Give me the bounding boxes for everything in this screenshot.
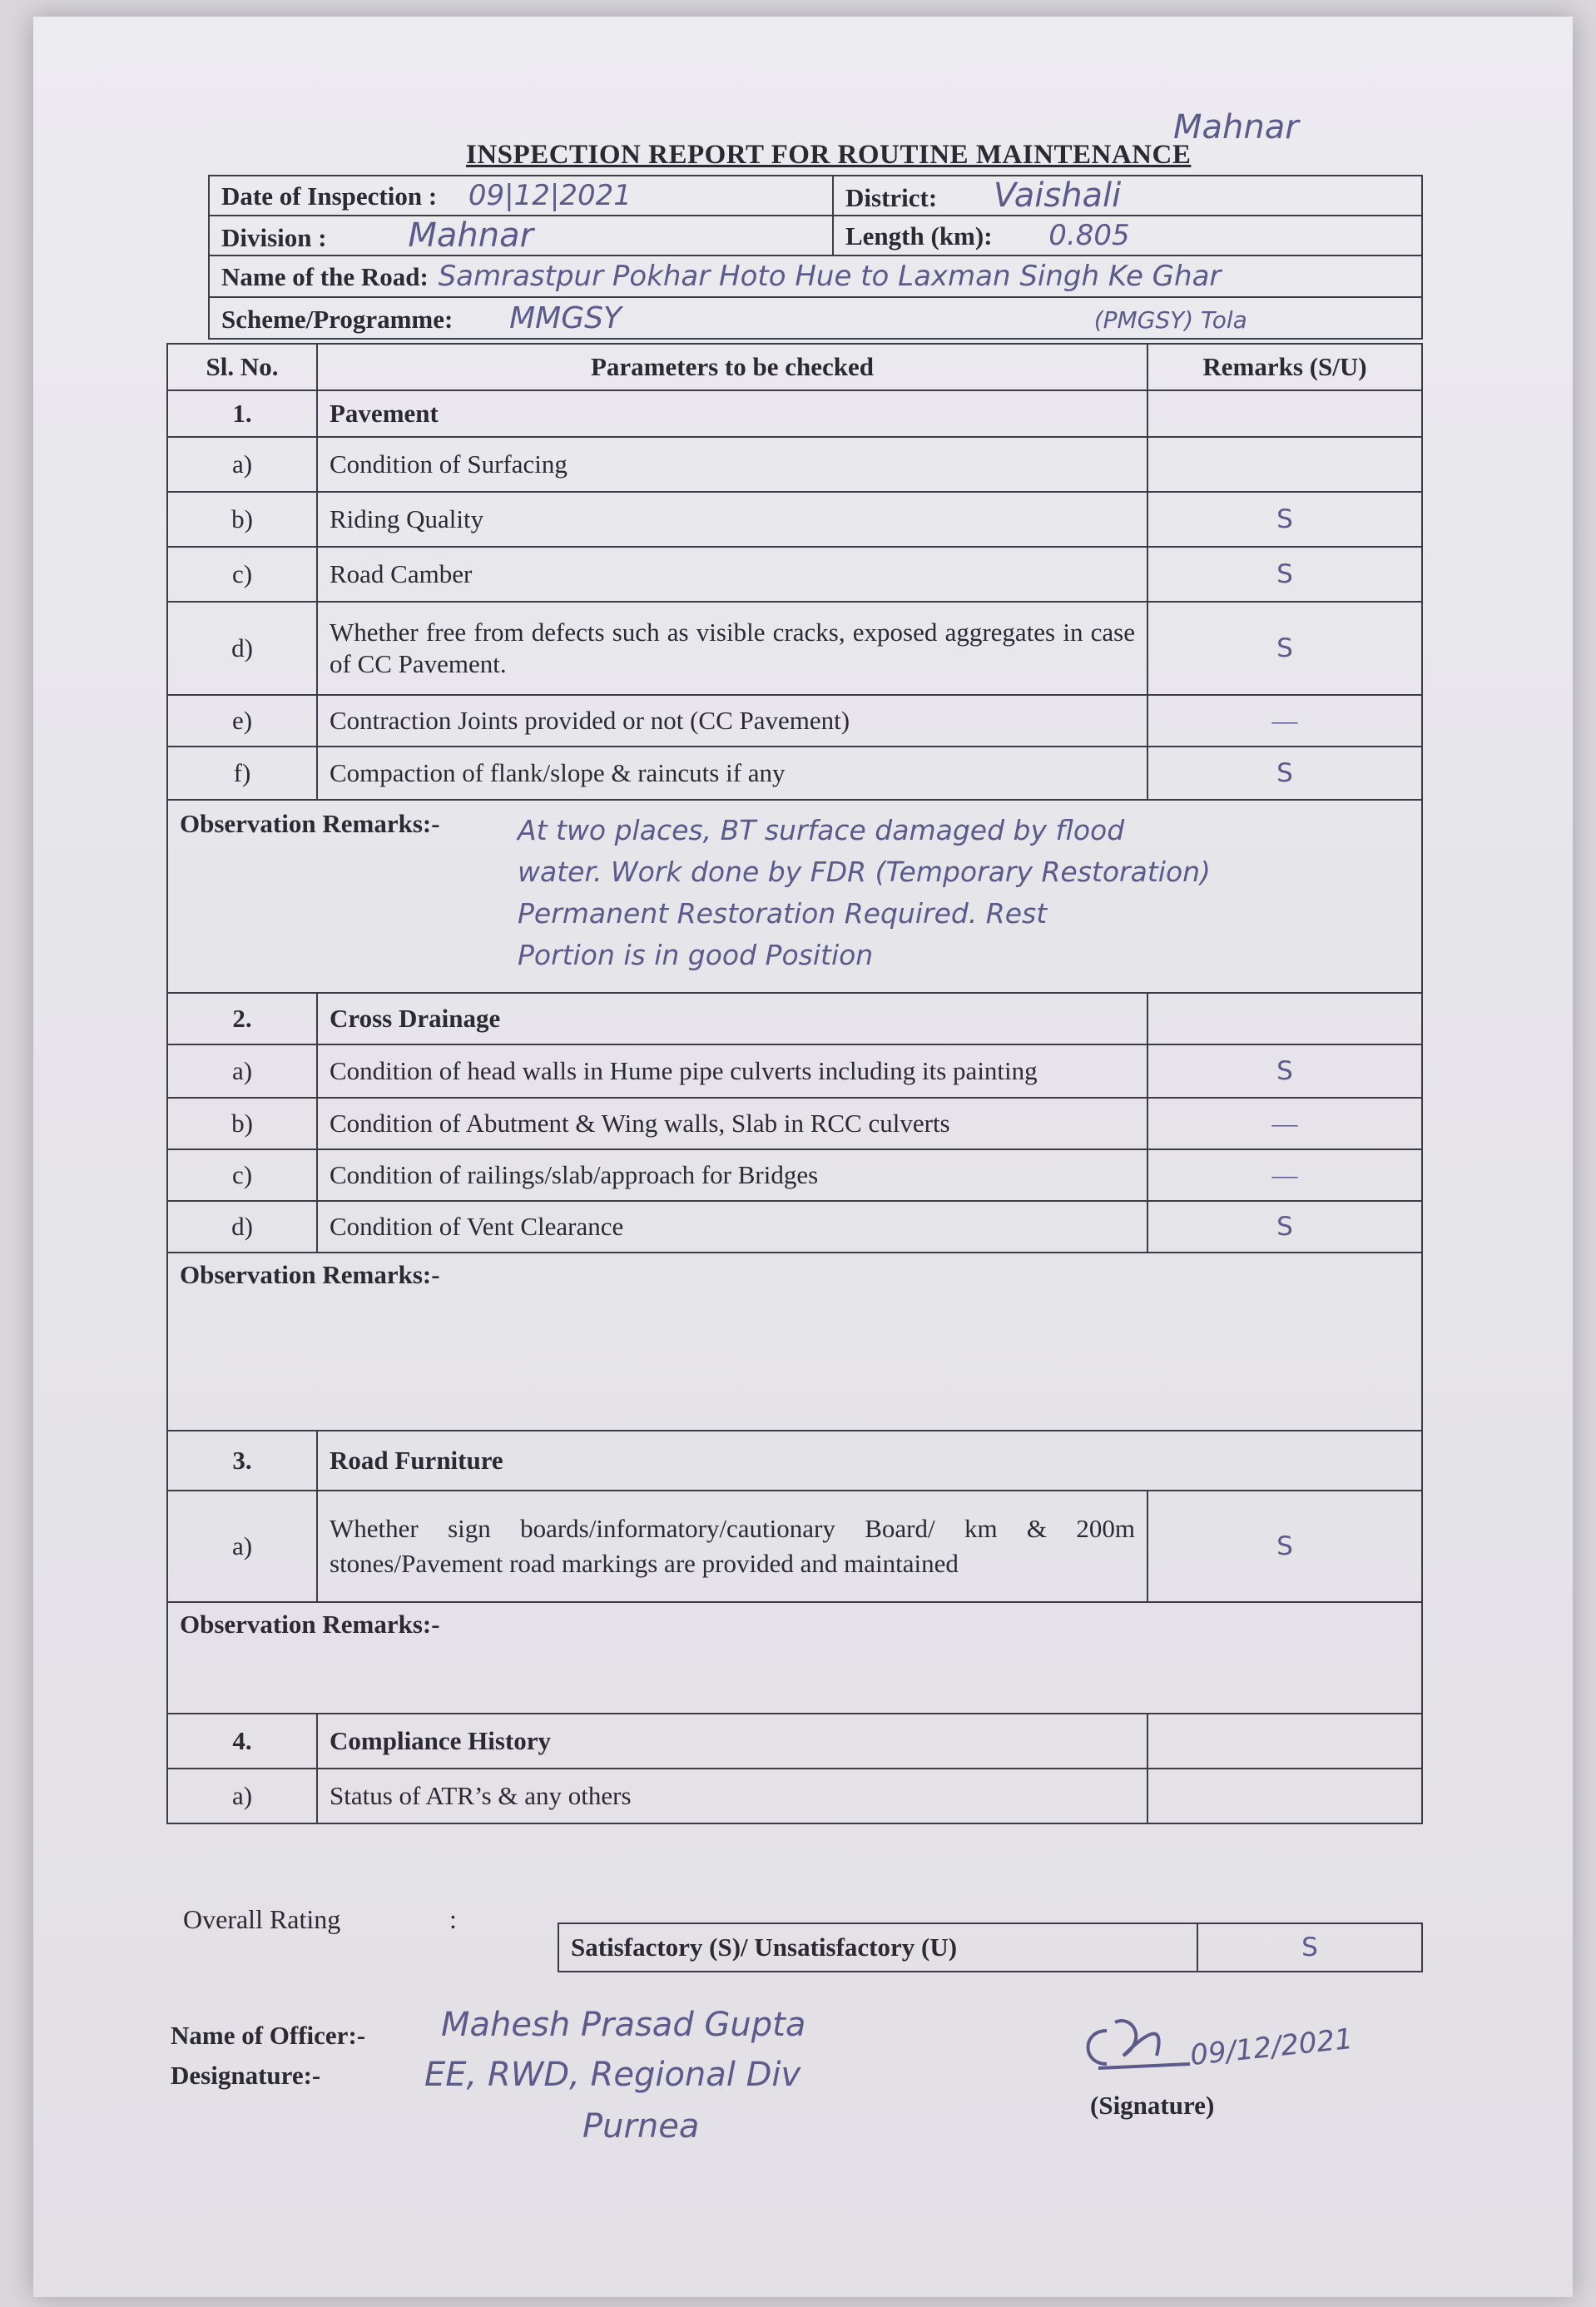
scheme-cell bbox=[209, 297, 1422, 339]
section-remark-empty bbox=[1147, 390, 1422, 437]
officer-name-value: Mahesh Prasad Gupta bbox=[441, 2006, 806, 2044]
designation-value-continued: Purnea bbox=[582, 2107, 700, 2146]
division-cell bbox=[209, 216, 833, 256]
col-header-sl: Sl. No. bbox=[167, 344, 317, 390]
division-value: Mahnar bbox=[408, 216, 534, 255]
overall-rating-box-label: Satisfactory (S)/ Unsatisfactory (U) bbox=[558, 1923, 1197, 1972]
table-row bbox=[167, 1149, 1422, 1201]
scheme-label: Scheme/Programme: bbox=[221, 304, 454, 334]
checklist-table bbox=[166, 343, 1423, 1824]
observation-label: Observation Remarks:- bbox=[180, 809, 440, 838]
date-label: Date of Inspection : bbox=[221, 181, 438, 211]
item-remark: S bbox=[1147, 1491, 1422, 1602]
item-text: Contraction Joints provided or not (CC Pavement) bbox=[317, 695, 1147, 747]
table-row bbox=[167, 492, 1422, 547]
district-label: District: bbox=[845, 183, 938, 212]
observation-line: water. Work done by FDR (Temporary Restoration) bbox=[518, 856, 1211, 888]
signature-mark bbox=[1073, 2006, 1207, 2081]
item-text: Condition of head walls in Hume pipe culverts including its painting bbox=[317, 1044, 1147, 1098]
item-remark: — bbox=[1147, 1098, 1422, 1149]
road-label: Name of the Road: bbox=[221, 262, 429, 291]
item-remark: S bbox=[1147, 492, 1422, 547]
table-row bbox=[167, 1491, 1422, 1602]
observation-row bbox=[167, 800, 1422, 993]
item-sl: b) bbox=[167, 492, 317, 547]
observation-cell bbox=[167, 800, 1422, 993]
signature-label: (Signature) bbox=[1090, 2091, 1215, 2120]
table-row bbox=[167, 695, 1422, 747]
section-row bbox=[167, 1714, 1422, 1769]
item-text: Condition of Vent Clearance bbox=[317, 1201, 1147, 1253]
item-remark: — bbox=[1147, 695, 1422, 747]
item-text: Whether sign boards/informatory/cautionary Board/ km & 200m stones/Pavement road markings are provided and maintained bbox=[317, 1491, 1147, 1602]
road-name-cell bbox=[209, 256, 1422, 297]
length-value: 0.805 bbox=[1048, 219, 1130, 252]
section-name: Road Furniture bbox=[317, 1431, 1422, 1491]
date-cell bbox=[209, 176, 833, 216]
item-text: Condition of Surfacing bbox=[317, 437, 1147, 492]
observation-label: Observation Remarks:- bbox=[180, 1610, 440, 1639]
header-block bbox=[208, 175, 1423, 340]
observation-line: At two places, BT surface damaged by flood bbox=[518, 814, 1125, 846]
section-row bbox=[167, 993, 1422, 1044]
item-remark: S bbox=[1147, 602, 1422, 695]
section-name: Compliance History bbox=[317, 1714, 1147, 1769]
observation-line: Permanent Restoration Required. Rest bbox=[518, 897, 1048, 930]
length-cell bbox=[833, 216, 1422, 256]
road-value-continued: (PMGSY) Tola bbox=[1093, 305, 1247, 334]
item-text: Road Camber bbox=[317, 547, 1147, 602]
item-remark bbox=[1147, 1769, 1422, 1823]
col-header-remarks: Remarks (S/U) bbox=[1147, 344, 1422, 390]
district-value: Vaishali bbox=[993, 176, 1122, 215]
item-remark: S bbox=[1147, 547, 1422, 602]
table-row bbox=[167, 602, 1422, 695]
item-remark: S bbox=[1147, 1044, 1422, 1098]
scheme-value: MMGSY bbox=[509, 300, 622, 335]
item-sl: a) bbox=[167, 1769, 317, 1823]
item-sl: a) bbox=[167, 1491, 317, 1602]
item-remark: S bbox=[1147, 747, 1422, 800]
section-row bbox=[167, 390, 1422, 437]
table-row bbox=[167, 1098, 1422, 1149]
item-sl: a) bbox=[167, 437, 317, 492]
observation-row bbox=[167, 1602, 1422, 1714]
item-text: Whether free from defects such as visible cracks, exposed aggregates in case of CC Pavement. bbox=[317, 602, 1147, 695]
overall-rating-colon: : bbox=[449, 1904, 457, 1934]
section-name: Cross Drainage bbox=[317, 993, 1147, 1044]
table-row bbox=[167, 747, 1422, 800]
section-row bbox=[167, 1431, 1422, 1491]
section-remark-empty bbox=[1147, 993, 1422, 1044]
corner-handwritten-note: Mahnar bbox=[1173, 108, 1299, 146]
officer-name-label: Name of Officer:- bbox=[171, 2021, 366, 2050]
item-sl: c) bbox=[167, 547, 317, 602]
section-name: Pavement bbox=[317, 390, 1147, 437]
observation-cell bbox=[167, 1602, 1422, 1714]
section-number: 3. bbox=[167, 1431, 317, 1491]
observation-row bbox=[167, 1253, 1422, 1431]
item-text: Compaction of flank/slope & raincuts if any bbox=[317, 747, 1147, 800]
overall-rating-value: S bbox=[1197, 1923, 1422, 1972]
table-row bbox=[167, 1769, 1422, 1823]
observation-line: Portion is in good Position bbox=[518, 939, 874, 971]
item-remark: — bbox=[1147, 1149, 1422, 1201]
item-sl: a) bbox=[167, 1044, 317, 1098]
table-row bbox=[167, 1201, 1422, 1253]
length-label: Length (km): bbox=[845, 221, 993, 251]
item-sl: d) bbox=[167, 602, 317, 695]
table-row bbox=[167, 1044, 1422, 1098]
item-text: Condition of Abutment & Wing walls, Slab in RCC culverts bbox=[317, 1098, 1147, 1149]
signature-date: 09/12/2021 bbox=[1188, 2022, 1355, 2073]
overall-rating-label: Overall Rating bbox=[183, 1904, 341, 1934]
item-sl: d) bbox=[167, 1201, 317, 1253]
item-text: Riding Quality bbox=[317, 492, 1147, 547]
item-sl: e) bbox=[167, 695, 317, 747]
report-title: INSPECTION REPORT FOR ROUTINE MAINTENANCE bbox=[466, 140, 1192, 170]
designation-value: EE, RWD, Regional Div bbox=[424, 2056, 801, 2094]
district-cell bbox=[833, 176, 1422, 216]
item-text: Status of ATR’s & any others bbox=[317, 1769, 1147, 1823]
table-row bbox=[167, 437, 1422, 492]
col-header-params-text: Parameters to be checked bbox=[590, 352, 875, 381]
item-text: Condition of railings/slab/approach for Bridges bbox=[317, 1149, 1147, 1201]
section-remark-empty bbox=[1147, 1714, 1422, 1769]
division-label: Division : bbox=[221, 223, 327, 252]
section-number: 1. bbox=[167, 390, 317, 437]
section-number: 2. bbox=[167, 993, 317, 1044]
overall-rating-box bbox=[558, 1922, 1423, 1972]
observation-cell bbox=[167, 1253, 1422, 1431]
date-value: 09|12|2021 bbox=[468, 179, 632, 212]
item-sl: f) bbox=[167, 747, 317, 800]
document-page bbox=[33, 17, 1573, 2297]
observation-label: Observation Remarks:- bbox=[180, 1260, 440, 1289]
col-header-params bbox=[317, 344, 1147, 390]
item-sl: c) bbox=[167, 1149, 317, 1201]
item-remark bbox=[1147, 437, 1422, 492]
road-value: Samrastpur Pokhar Hoto Hue to Laxman Singh Ke Ghar bbox=[438, 260, 1222, 293]
item-sl: b) bbox=[167, 1098, 317, 1149]
section-number: 4. bbox=[167, 1714, 317, 1769]
table-row bbox=[167, 547, 1422, 602]
designation-label: Designature:- bbox=[171, 2061, 321, 2090]
item-remark: S bbox=[1147, 1201, 1422, 1253]
